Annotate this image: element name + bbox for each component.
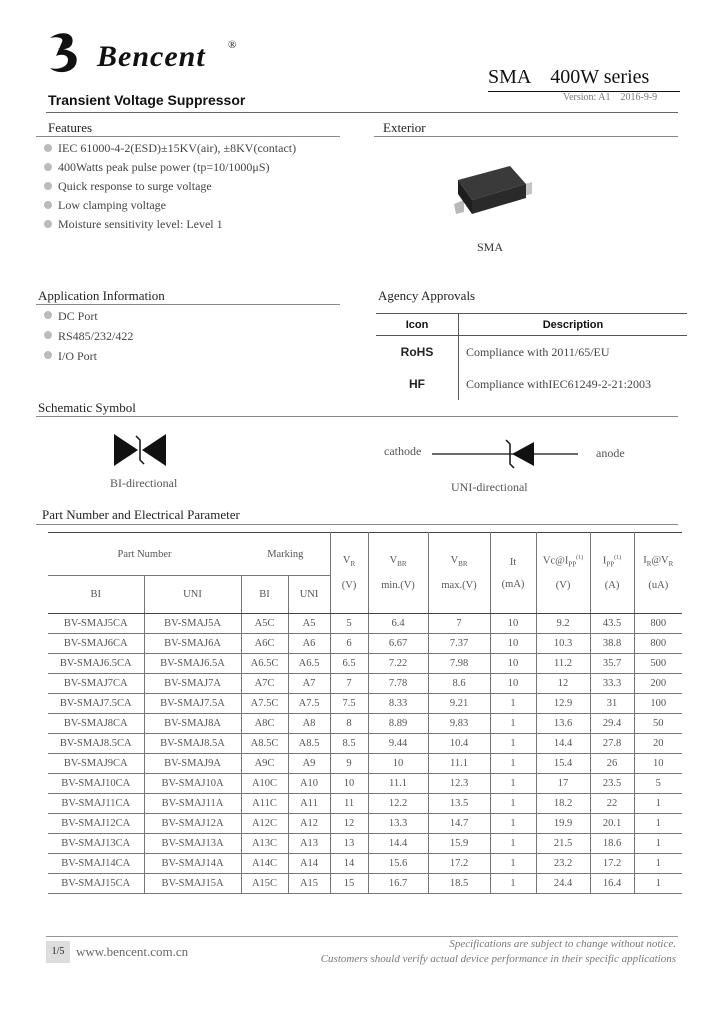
cell-ir: 800 — [634, 614, 682, 634]
cell-ir: 1 — [634, 794, 682, 814]
cell-vc: 14.4 — [536, 734, 590, 754]
uni-directional-label: UNI-directional — [451, 480, 528, 494]
cell-uni-part: BV-SMAJ12A — [144, 814, 241, 834]
cell-marking-bi: A7C — [241, 674, 288, 694]
cell-ipp: 22 — [590, 794, 634, 814]
cell-vc: 10.3 — [536, 634, 590, 654]
cell-vbr-max: 10.4 — [428, 734, 490, 754]
cell-vbr-min: 11.1 — [368, 774, 428, 794]
list-item: I/O Port — [44, 346, 324, 366]
cell-vbr-max: 7.37 — [428, 634, 490, 654]
exterior-divider — [374, 136, 678, 137]
bullet-icon — [44, 201, 52, 209]
bi-directional-label: BI-directional — [110, 476, 178, 490]
cell-it: 1 — [490, 814, 536, 834]
cell-marking-uni: A8.5 — [288, 734, 330, 754]
cell-bi-part: BV-SMAJ8.5CA — [48, 734, 144, 754]
header-marking-bi: BI — [241, 576, 288, 614]
table-row — [48, 874, 682, 894]
cell-ir: 800 — [634, 634, 682, 654]
header-marking-uni: UNI — [288, 576, 330, 614]
title-divider — [46, 112, 678, 113]
cell-it: 1 — [490, 874, 536, 894]
cell-it: 10 — [490, 634, 536, 654]
cell-vc: 11.2 — [536, 654, 590, 674]
cell-marking-uni: A5 — [288, 614, 330, 634]
bullet-icon — [44, 331, 52, 339]
cell-bi-part: BV-SMAJ6.5CA — [48, 654, 144, 674]
cell-it: 10 — [490, 674, 536, 694]
cell-ipp: 33.3 — [590, 674, 634, 694]
header-part-number: Part Number — [48, 533, 241, 576]
cell-vr: 13 — [330, 834, 368, 854]
cell-ir: 100 — [634, 694, 682, 714]
features-title: Features — [48, 120, 93, 135]
cell-uni-part: BV-SMAJ7.5A — [144, 694, 241, 714]
cell-ipp: 20.1 — [590, 814, 634, 834]
table-row — [48, 634, 682, 654]
list-item: Moisture sensitivity level: Level 1 — [44, 215, 344, 234]
cell-marking-bi: A11C — [241, 794, 288, 814]
cell-vbr-min: 14.4 — [368, 834, 428, 854]
cell-it: 1 — [490, 754, 536, 774]
cell-uni-part: BV-SMAJ10A — [144, 774, 241, 794]
agency-icon-hf: HF — [376, 368, 459, 400]
cell-ipp: 17.2 — [590, 854, 634, 874]
cell-vc: 19.9 — [536, 814, 590, 834]
cell-vbr-min: 6.4 — [368, 614, 428, 634]
cell-ir: 20 — [634, 734, 682, 754]
cell-bi-part: BV-SMAJ8CA — [48, 714, 144, 734]
cell-ipp: 29.4 — [590, 714, 634, 734]
cell-uni-part: BV-SMAJ14A — [144, 854, 241, 874]
table-row — [48, 654, 682, 674]
cell-vr: 8 — [330, 714, 368, 734]
schematic-title: Schematic Symbol — [38, 400, 136, 415]
cell-bi-part: BV-SMAJ7.5CA — [48, 694, 144, 714]
bidirectional-diode-icon — [112, 432, 168, 468]
cell-it: 1 — [490, 694, 536, 714]
bullet-icon — [44, 220, 52, 228]
cell-bi-part: BV-SMAJ10CA — [48, 774, 144, 794]
cell-vbr-max: 15.9 — [428, 834, 490, 854]
cell-uni-part: BV-SMAJ5A — [144, 614, 241, 634]
cell-vr: 8.5 — [330, 734, 368, 754]
cell-marking-uni: A7.5 — [288, 694, 330, 714]
table-row — [48, 814, 682, 834]
cell-ir: 1 — [634, 854, 682, 874]
cell-vbr-min: 9.44 — [368, 734, 428, 754]
agency-icon-rohs: RoHS — [376, 336, 459, 369]
cell-ipp: 43.5 — [590, 614, 634, 634]
table-row — [48, 674, 682, 694]
cell-vbr-min: 12.2 — [368, 794, 428, 814]
cell-vc: 21.5 — [536, 834, 590, 854]
parts-table-body — [48, 614, 682, 894]
cell-it: 1 — [490, 734, 536, 754]
cell-bi-part: BV-SMAJ13CA — [48, 834, 144, 854]
cell-ir: 5 — [634, 774, 682, 794]
cell-vr: 14 — [330, 854, 368, 874]
cell-it: 1 — [490, 854, 536, 874]
cell-it: 1 — [490, 834, 536, 854]
header-vc: $Vc@I_{PP}^{(1)}$ (V) — [536, 533, 590, 614]
list-item: DC Port — [44, 306, 324, 326]
header-ipp: $I_{PP}^{(1)}$ (A) — [590, 533, 634, 614]
exterior-title: Exterior — [383, 120, 426, 135]
cell-it: 1 — [490, 794, 536, 814]
cell-ipp: 18.6 — [590, 834, 634, 854]
cell-marking-uni: A15 — [288, 874, 330, 894]
cell-vbr-min: 16.7 — [368, 874, 428, 894]
cell-vbr-max: 18.5 — [428, 874, 490, 894]
cell-marking-bi: A6C — [241, 634, 288, 654]
series-title: SMA 400W series — [488, 66, 650, 88]
cell-vc: 12.9 — [536, 694, 590, 714]
footer-divider — [46, 936, 678, 937]
list-item: Quick response to surge voltage — [44, 177, 344, 196]
cell-vbr-min: 6.67 — [368, 634, 428, 654]
cell-ipp: 16.4 — [590, 874, 634, 894]
header-ir: $I_R@V_R$ (uA) — [634, 533, 682, 614]
cell-vbr-max: 14.7 — [428, 814, 490, 834]
cell-vbr-max: 17.2 — [428, 854, 490, 874]
cell-bi-part: BV-SMAJ12CA — [48, 814, 144, 834]
cell-vbr-max: 13.5 — [428, 794, 490, 814]
cell-it: 1 — [490, 774, 536, 794]
cell-marking-uni: A14 — [288, 854, 330, 874]
cell-vr: 7.5 — [330, 694, 368, 714]
cell-uni-part: BV-SMAJ8A — [144, 714, 241, 734]
bullet-icon — [44, 311, 52, 319]
table-row — [48, 754, 682, 774]
cell-marking-bi: A15C — [241, 874, 288, 894]
cell-vr: 9 — [330, 754, 368, 774]
cell-marking-bi: A7.5C — [241, 694, 288, 714]
cell-ir: 1 — [634, 874, 682, 894]
cell-marking-uni: A6.5 — [288, 654, 330, 674]
cell-marking-uni: A8 — [288, 714, 330, 734]
cell-marking-uni: A9 — [288, 754, 330, 774]
agency-desc: Compliance withIEC61249-2-21:2003 — [466, 376, 651, 391]
agency-table — [376, 313, 687, 400]
cell-it: 10 — [490, 614, 536, 634]
cell-ir: 10 — [634, 754, 682, 774]
agency-title: Agency Approvals — [378, 288, 476, 303]
cell-ipp: 27.8 — [590, 734, 634, 754]
cell-marking-bi: A14C — [241, 854, 288, 874]
cell-ipp: 26 — [590, 754, 634, 774]
cell-marking-uni: A10 — [288, 774, 330, 794]
cell-uni-part: BV-SMAJ11A — [144, 794, 241, 814]
agency-header-description: Description — [459, 314, 688, 336]
cell-vc: 24.4 — [536, 874, 590, 894]
customer-notice: Customers should verify actual device performance in their specific applications — [320, 953, 676, 965]
cell-vbr-max: 9.83 — [428, 714, 490, 734]
doc-title: Transient Voltage Suppressor — [48, 92, 246, 108]
cell-vc: 15.4 — [536, 754, 590, 774]
table-row — [48, 834, 682, 854]
table-row — [48, 694, 682, 714]
parts-table — [48, 532, 682, 894]
cell-marking-uni: A13 — [288, 834, 330, 854]
cell-vbr-max: 11.1 — [428, 754, 490, 774]
table-row — [48, 774, 682, 794]
bullet-icon — [44, 163, 52, 171]
version-info: Version: A1 2016-9-9 — [563, 92, 658, 103]
brand-name: Bencent — [97, 40, 206, 73]
cell-marking-bi: A12C — [241, 814, 288, 834]
cell-vbr-max: 7 — [428, 614, 490, 634]
cathode-label: cathode — [384, 444, 422, 458]
exterior-caption: SMA — [477, 240, 504, 254]
cell-uni-part: BV-SMAJ8.5A — [144, 734, 241, 754]
agency-header-icon: Icon — [376, 314, 459, 336]
cell-uni-part: BV-SMAJ13A — [144, 834, 241, 854]
bullet-icon — [44, 182, 52, 190]
list-item: Low clamping voltage — [44, 196, 344, 215]
bullet-icon — [44, 144, 52, 152]
header-vbr-max: $V_{BR}$ max.(V) — [428, 533, 490, 614]
cell-bi-part: BV-SMAJ11CA — [48, 794, 144, 814]
cell-marking-bi: A13C — [241, 834, 288, 854]
cell-ir: 500 — [634, 654, 682, 674]
table-row — [48, 734, 682, 754]
cell-bi-part: BV-SMAJ14CA — [48, 854, 144, 874]
anode-label: anode — [596, 446, 625, 460]
cell-marking-bi: A5C — [241, 614, 288, 634]
list-item: RS485/232/422 — [44, 326, 324, 346]
schematic-divider — [36, 416, 678, 417]
table-row — [48, 854, 682, 874]
cell-marking-uni: A7 — [288, 674, 330, 694]
cell-bi-part: BV-SMAJ7CA — [48, 674, 144, 694]
header-uni: UNI — [144, 576, 241, 614]
application-title: Application Information — [38, 288, 165, 303]
cell-ipp: 31 — [590, 694, 634, 714]
header-vbr-min: $V_{BR}$ min.(V) — [368, 533, 428, 614]
cell-it: 10 — [490, 654, 536, 674]
page-number: 1/5 — [46, 941, 70, 963]
cell-marking-bi: A10C — [241, 774, 288, 794]
cell-vc: 17 — [536, 774, 590, 794]
cell-it: 1 — [490, 714, 536, 734]
cell-vr: 10 — [330, 774, 368, 794]
cell-vr: 6 — [330, 634, 368, 654]
cell-vr: 7 — [330, 674, 368, 694]
header-marking: Marking — [241, 533, 330, 576]
cell-vbr-min: 8.33 — [368, 694, 428, 714]
cell-vbr-min: 7.22 — [368, 654, 428, 674]
cell-vc: 9.2 — [536, 614, 590, 634]
table-row — [48, 714, 682, 734]
registered-mark: ® — [228, 39, 237, 51]
cell-vr: 11 — [330, 794, 368, 814]
cell-vr: 6.5 — [330, 654, 368, 674]
cell-vbr-max: 7.98 — [428, 654, 490, 674]
cell-vbr-min: 10 — [368, 754, 428, 774]
cell-marking-bi: A8C — [241, 714, 288, 734]
cell-bi-part: BV-SMAJ6CA — [48, 634, 144, 654]
cell-vbr-max: 12.3 — [428, 774, 490, 794]
list-item: 400Watts peak pulse power (tp=10/1000μS) — [44, 158, 344, 177]
cell-ir: 1 — [634, 834, 682, 854]
cell-vbr-min: 15.6 — [368, 854, 428, 874]
cell-vr: 12 — [330, 814, 368, 834]
cell-marking-uni: A6 — [288, 634, 330, 654]
cell-uni-part: BV-SMAJ15A — [144, 874, 241, 894]
table-row — [48, 614, 682, 634]
cell-vbr-max: 9.21 — [428, 694, 490, 714]
cell-marking-uni: A11 — [288, 794, 330, 814]
table-row — [48, 794, 682, 814]
cell-vbr-max: 8.6 — [428, 674, 490, 694]
list-item: IEC 61000-4-2(ESD)±15KV(air), ±8KV(contact) — [44, 139, 344, 158]
table-row — [376, 368, 687, 400]
table-row — [376, 336, 687, 369]
cell-uni-part: BV-SMAJ6.5A — [144, 654, 241, 674]
cell-marking-uni: A12 — [288, 814, 330, 834]
cell-vc: 12 — [536, 674, 590, 694]
cell-vc: 18.2 — [536, 794, 590, 814]
cell-uni-part: BV-SMAJ9A — [144, 754, 241, 774]
sma-package-icon — [448, 160, 538, 226]
header-bi: BI — [48, 576, 144, 614]
bullet-icon — [44, 351, 52, 359]
cell-marking-bi: A9C — [241, 754, 288, 774]
cell-ipp: 23.5 — [590, 774, 634, 794]
header-it: It (mA) — [490, 533, 536, 614]
cell-ir: 1 — [634, 814, 682, 834]
cell-vr: 15 — [330, 874, 368, 894]
cell-ir: 50 — [634, 714, 682, 734]
application-list — [44, 306, 324, 366]
cell-ir: 200 — [634, 674, 682, 694]
parts-divider — [36, 524, 678, 525]
features-divider — [36, 136, 340, 137]
bencent-logo-icon — [46, 28, 96, 78]
cell-vbr-min: 7.78 — [368, 674, 428, 694]
header-vr: $V_R$ (V) — [330, 533, 368, 614]
application-divider — [36, 304, 340, 305]
cell-bi-part: BV-SMAJ9CA — [48, 754, 144, 774]
cell-bi-part: BV-SMAJ15CA — [48, 874, 144, 894]
cell-vc: 23.2 — [536, 854, 590, 874]
cell-marking-bi: A8.5C — [241, 734, 288, 754]
cell-vbr-min: 13.3 — [368, 814, 428, 834]
agency-desc: Compliance with 2011/65/EU — [466, 344, 610, 359]
cell-vr: 5 — [330, 614, 368, 634]
cell-vbr-min: 8.89 — [368, 714, 428, 734]
cell-uni-part: BV-SMAJ7A — [144, 674, 241, 694]
spec-notice: Specifications are subject to change without notice. — [449, 938, 676, 950]
cell-uni-part: BV-SMAJ6A — [144, 634, 241, 654]
cell-marking-bi: A6.5C — [241, 654, 288, 674]
features-list — [44, 139, 344, 234]
cell-bi-part: BV-SMAJ5CA — [48, 614, 144, 634]
cell-ipp: 38.8 — [590, 634, 634, 654]
cell-vc: 13.6 — [536, 714, 590, 734]
unidirectional-diode-icon — [430, 438, 580, 470]
parts-title: Part Number and Electrical Parameter — [42, 507, 240, 522]
cell-ipp: 35.7 — [590, 654, 634, 674]
website-link[interactable]: www.bencent.com.cn — [76, 944, 189, 959]
